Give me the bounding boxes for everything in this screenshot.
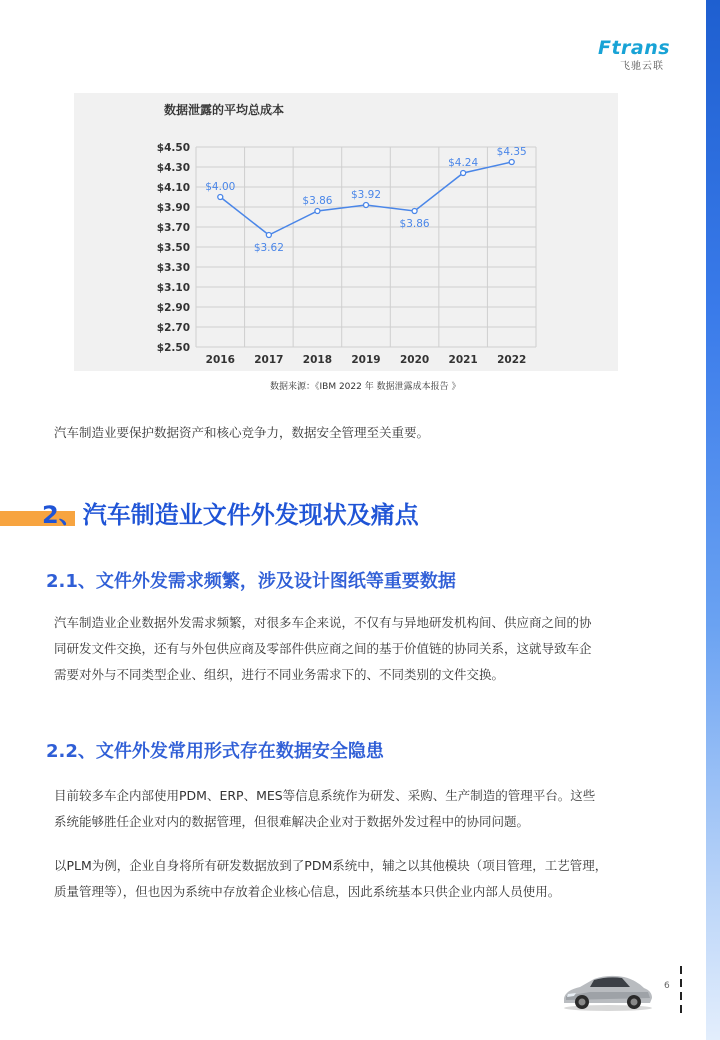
section-heading: 2、汽车制造业文件外发现状及痛点 <box>42 501 419 529</box>
subsection-2-2-title: 2.2、文件外发常用形式存在数据安全隐患 <box>46 741 384 762</box>
subsection-2-2-body-b <box>54 853 666 905</box>
cost-chart <box>74 93 618 371</box>
intro-paragraph: 汽车制造业要保护数据资产和核心竞争力，数据安全管理至关重要。 <box>54 425 430 440</box>
data-label: $3.86 <box>302 195 333 207</box>
logo-subtitle: 飞驰云联 <box>620 61 664 72</box>
text-line: 汽车制造业企业数据外发需求频繁，对很多车企来说，不仅有与异地研发机构间、供应商之间的协 <box>54 615 592 630</box>
y-tick-label: $3.30 <box>156 262 190 274</box>
x-tick-label: 2018 <box>302 354 333 366</box>
y-tick-label: $4.50 <box>156 142 190 154</box>
chart-caption: 数据来源：《IBM 2022 年 数据泄露成本报告 》 <box>270 382 461 392</box>
x-tick-label: 2021 <box>448 354 478 366</box>
y-tick-label: $2.50 <box>156 342 190 354</box>
x-tick-label: 2016 <box>205 354 235 366</box>
page-marker <box>680 992 682 1000</box>
x-tick-label: 2017 <box>254 354 284 366</box>
y-tick-label: $3.50 <box>156 242 190 254</box>
page-number: 6 <box>664 981 670 991</box>
data-label: $3.62 <box>253 242 284 254</box>
text-line: 以PLM为例，企业自身将所有研发数据放到了PDM系统中，辅之以其他模块（项目管理，工艺管理， <box>54 858 608 873</box>
text-line: 系统能够胜任企业对内的数据管理，但很难解决企业对于数据外发过程中的协同问题。 <box>54 814 530 829</box>
logo-wordmark: Ftrans <box>598 37 671 59</box>
x-tick-label: 2019 <box>351 354 381 366</box>
data-point <box>315 209 320 214</box>
data-point <box>412 209 417 214</box>
car-image <box>560 968 655 1012</box>
y-tick-label: $3.90 <box>156 202 190 214</box>
ftrans-logo <box>598 38 690 72</box>
text-line: 质量管理等），但也因为系统中存放着企业核心信息，因此系统基本只供企业内部人员使用。 <box>54 884 561 899</box>
data-point <box>218 195 223 200</box>
text-line: 需要对外与不同类型企业、组织，进行不同业务需求下的、不同类别的文件交换。 <box>54 667 505 682</box>
y-tick-label: $4.30 <box>156 162 190 174</box>
y-tick-label: $3.10 <box>156 282 190 294</box>
subsection-2-1-body <box>54 610 666 688</box>
x-tick-label: 2022 <box>497 354 527 366</box>
y-tick-label: $2.70 <box>156 322 190 334</box>
data-point <box>266 233 271 238</box>
data-label: $4.35 <box>496 146 527 158</box>
page-marker <box>680 1005 682 1013</box>
side-accent-strip <box>706 0 720 1040</box>
x-tick-label: 2020 <box>399 354 430 366</box>
data-label: $4.00 <box>205 181 236 193</box>
page-marker <box>680 966 682 974</box>
text-line: 目前较多车企内部使用PDM、ERP、MES等信息系统作为研发、采购、生产制造的管理平台。这些 <box>54 788 596 803</box>
data-point <box>509 160 514 165</box>
subsection-2-2-body-a <box>54 783 666 835</box>
text-line: 同研发文件交换，还有与外包供应商及零部件供应商之间的基于价值链的协同关系，这就导致车企 <box>54 641 592 656</box>
y-tick-label: $2.90 <box>156 302 190 314</box>
data-label: $3.92 <box>350 189 382 201</box>
data-point <box>461 171 466 176</box>
subsection-2-1-title: 2.1、文件外发需求频繁，涉及设计图纸等重要数据 <box>46 571 456 592</box>
chart-plot <box>74 93 618 371</box>
data-label: $3.86 <box>399 218 430 230</box>
y-tick-label: $3.70 <box>156 222 190 234</box>
page-marker <box>680 979 682 987</box>
data-point <box>364 203 369 208</box>
data-label: $4.24 <box>448 157 479 169</box>
chart-title: 数据泄露的平均总成本 <box>164 103 285 117</box>
y-tick-label: $4.10 <box>156 182 190 194</box>
